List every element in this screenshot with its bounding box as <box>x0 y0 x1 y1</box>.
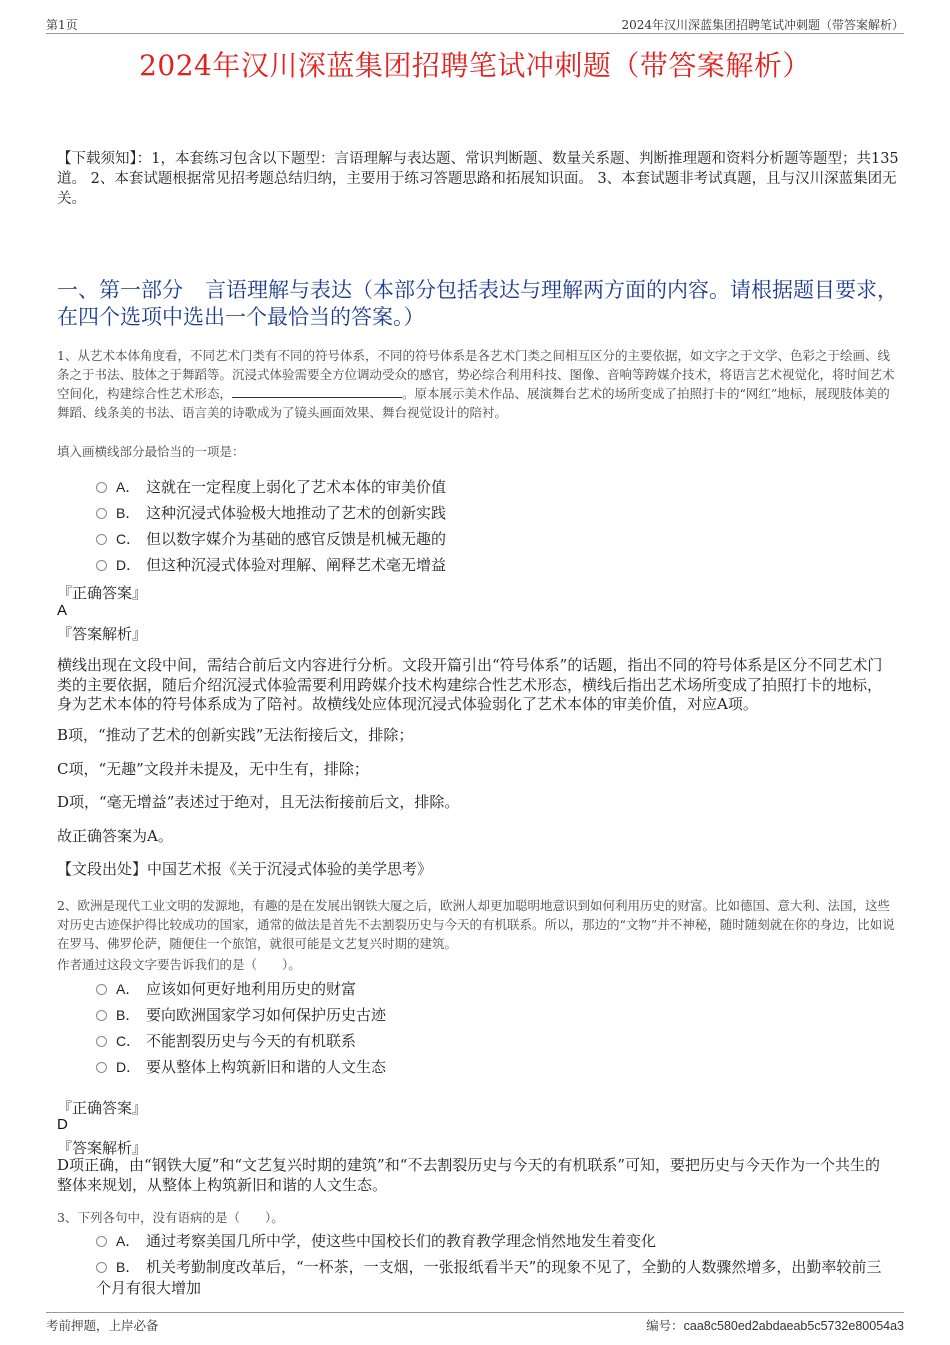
section-heading <box>57 277 907 331</box>
analysis-label: 『答案解析』 <box>57 1139 148 1157</box>
page-footer <box>46 1312 904 1331</box>
radio-icon[interactable] <box>96 508 107 519</box>
option-text: 这就在一定程度上弱化了艺术本体的审美价值 <box>146 478 447 496</box>
option-text: 但以数字媒介为基础的感官反馈是机械无趣的 <box>146 530 447 548</box>
header-doc-title: 2024年汉川深蓝集团招聘笔试冲刺题（带答案解析） <box>621 18 904 32</box>
footer-slogan: 考前押题，上岸必备 <box>46 1318 159 1333</box>
question-1-option-d[interactable] <box>96 554 446 575</box>
correct-answer-label: 『正确答案』 <box>57 584 148 602</box>
question-2-option-b[interactable] <box>96 1004 386 1025</box>
question-1-stem <box>57 346 899 422</box>
option-text: 但这种沉浸式体验对理解、阐释艺术毫无增益 <box>146 556 447 574</box>
question-1-analysis-main: 横线出现在文段中间，需结合前后文内容进行分析。文段开篇引出“符号体系”的话题，指出不同的符号体系是区分不同艺术门类的主要依据，随后介绍沉浸式体验需要利用跨媒介技术构建综合性艺术形态，横线后指出艺术场所变成了拍照打卡的地标，身为艺术本体的符号体系成为了陪衬。故横线处应体现沉浸式体验弱化了艺术本体的审美价值，对应A项。 <box>57 656 883 713</box>
option-letter: B． <box>116 1007 140 1023</box>
question-1-analysis-d: D项，“毫无增益”表述过于绝对，且无法衔接前后文，排除。 <box>57 793 460 811</box>
question-1-answer: A <box>57 602 68 619</box>
option-text: 应该如何更好地利用历史的财富 <box>146 980 357 998</box>
footer-code <box>646 1316 904 1334</box>
option-letter: B． <box>116 1259 140 1275</box>
correct-answer-label: 『正确答案』 <box>57 1099 148 1117</box>
question-2-option-c[interactable] <box>96 1030 356 1051</box>
question-1-stem-part-b: 。原本展示美术作品、展演舞台艺术的场所变成了拍照打卡的“网红”地标，展现肢体美的舞蹈、线条美的书法、语言美的诗歌成为了镜头画面效果、舞台视觉设计的陪衬。 <box>57 386 890 420</box>
footer-code-label: 编号： <box>646 1318 684 1333</box>
option-letter: A． <box>116 1233 140 1249</box>
question-1-source: 【文段出处】中国艺术报《关于沉浸式体验的美学思考》 <box>57 860 433 878</box>
question-1-analysis-c: C项，“无趣”文段并未提及，无中生有，排除； <box>57 760 369 778</box>
question-2-analysis: D项正确，由“钢铁大厦”和“文艺复兴时期的建筑”和“不去割裂历史与今天的有机联系”可知，要把历史与今天作为一个共生的整体来规划，从整体上构筑新旧和谐的人文生态。 <box>57 1156 881 1194</box>
question-2-prompt: 作者通过这段文字要告诉我们的是（ ）。 <box>57 957 301 972</box>
download-notice: 【下载须知】：1，本套练习包含以下题型：言语理解与表达题、常识判断题、数量关系题、判断推理题和资料分析题等题型；共135道。 2、本套试题根据常见招考题总结归纳，主要用于练习答题思路和拓展知识面。 3、本套试题非考试真题，且与汉川深蓝集团无关。 <box>57 151 899 207</box>
option-letter: D． <box>116 557 141 573</box>
question-2-option-a[interactable] <box>96 978 356 999</box>
option-letter: C． <box>116 531 141 547</box>
document-title: 2024年汉川深蓝集团招聘笔试冲刺题（带答案解析） <box>139 49 811 82</box>
radio-icon[interactable] <box>96 1036 107 1047</box>
question-1-analysis-b: B项，“推动了艺术的创新实践”无法衔接后文，排除； <box>57 726 414 744</box>
fill-in-blank <box>232 385 402 398</box>
option-letter: C． <box>116 1033 141 1049</box>
radio-icon[interactable] <box>96 534 107 545</box>
question-1-option-c[interactable] <box>96 528 446 549</box>
option-text: 这种沉浸式体验极大地推动了艺术的创新实践 <box>146 504 447 522</box>
question-1-prompt: 填入画横线部分最恰当的一项是： <box>57 444 245 459</box>
radio-icon[interactable] <box>96 1062 107 1073</box>
option-letter: A． <box>116 479 140 495</box>
option-text: 机关考勤制度改革后，“一杯茶，一支烟，一张报纸看半天”的现象不见了，全勤的人数骤然增多，出勤率较前三个月有很大增加 <box>96 1258 882 1297</box>
radio-icon[interactable] <box>96 984 107 995</box>
radio-icon[interactable] <box>96 1236 107 1247</box>
question-3-option-a[interactable] <box>96 1230 656 1251</box>
option-text: 通过考察美国几所中学，使这些中国校长们的教育教学理念悄然地发生着变化 <box>146 1232 657 1250</box>
section-title: 言语理解与表达（本部分包括表达与理解两方面的内容。请根据题目要求，在四个选项中选出一个最恰当的答案。） <box>57 278 898 329</box>
question-3-option-b[interactable] <box>96 1257 896 1299</box>
question-2-option-d[interactable] <box>96 1056 386 1077</box>
question-1-conclusion: 故正确答案为A。 <box>57 827 173 845</box>
analysis-label: 『答案解析』 <box>57 625 148 643</box>
option-letter: B． <box>116 505 140 521</box>
question-2-answer: D <box>57 1116 68 1133</box>
question-1-stem-part-a: 1、从艺术本体角度看，不同艺术门类有不同的符号体系，不同的符号体系是各艺术门类之间相互区分的主要依据，如文字之于文学、色彩之于绘画、线条之于书法、肢体之于舞蹈等。沉浸式体验需要全方位调动受众的感官，势必综合利用科技、图像、音响等跨媒介技术，将语言艺术视觉化，将时间艺术空间化，构建综合性艺术形态， <box>57 348 895 401</box>
footer-code-value: caa8c580ed2abdaeab5c5732e80054a3 <box>683 1319 904 1333</box>
page-number: 第1页 <box>46 18 78 32</box>
radio-icon[interactable] <box>96 560 107 571</box>
option-text: 不能割裂历史与今天的有机联系 <box>146 1032 357 1050</box>
section-part: 一、第一部分 <box>57 278 183 302</box>
radio-icon[interactable] <box>96 482 107 493</box>
question-1-option-a[interactable] <box>96 476 446 497</box>
question-2-stem: 2、欧洲是现代工业文明的发源地，有趣的是在发展出钢铁大厦之后，欧洲人却更加聪明地意识到如何利用历史的财富。比如德国、意大利、法国，这些对历史古迹保护得比较成功的国家，通常的做法是首先不去割裂历史与今天的有机联系。所以，那边的“文物”并不神秘，随时随刻就在你的身边，比如说在罗马、佛罗伦萨，随便住一个旅馆，就很可能是文艺复兴时期的建筑。 <box>57 898 895 951</box>
option-letter: A． <box>116 981 140 997</box>
radio-icon[interactable] <box>96 1262 107 1273</box>
radio-icon[interactable] <box>96 1010 107 1021</box>
option-text: 要从整体上构筑新旧和谐的人文生态 <box>146 1058 387 1076</box>
option-text: 要向欧洲国家学习如何保护历史古迹 <box>146 1006 387 1024</box>
page-header <box>46 15 904 34</box>
question-1-option-b[interactable] <box>96 502 446 523</box>
question-3-stem: 3、下列各句中，没有语病的是（ ）。 <box>57 1210 284 1225</box>
option-letter: D． <box>116 1059 141 1075</box>
